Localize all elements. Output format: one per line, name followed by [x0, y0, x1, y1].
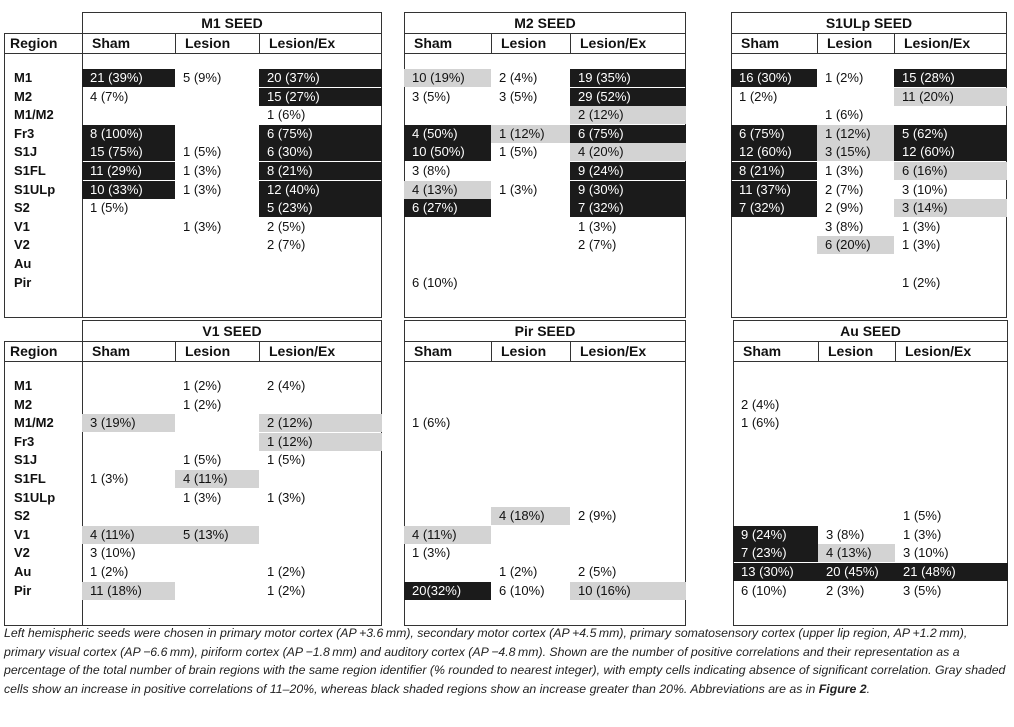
row-label: V2 [14, 237, 30, 253]
caption-end: . [866, 681, 871, 696]
table-cell: 6 (75%) [259, 125, 382, 143]
row-label: Fr3 [14, 433, 35, 449]
table-cell: 1 (3%) [412, 545, 451, 561]
row-label: Fr3 [14, 125, 35, 141]
table-cell: 15 (75%) [82, 143, 175, 161]
row-label: S1J [14, 144, 38, 160]
table-cell: 1 (2%) [183, 396, 222, 412]
table-cell: 1 (6%) [267, 107, 306, 123]
table-cell: 8 (21%) [259, 162, 382, 180]
table-cell: 16 (30%) [731, 69, 817, 87]
table-cell: 1 (3%) [578, 218, 617, 234]
column-header: Lesion/Ex [269, 343, 336, 359]
table-cell: 8 (100%) [82, 125, 175, 143]
table-cell: 6 (10%) [741, 582, 787, 598]
table-cell: 7 (23%) [733, 544, 818, 562]
table-cell: 11 (29%) [82, 162, 175, 180]
column-header: Sham [741, 35, 780, 51]
column-divider [570, 341, 571, 362]
table-cell: 11 (18%) [82, 582, 175, 600]
table-cell: 1 (12%) [259, 433, 382, 451]
row-label: V1 [14, 526, 30, 542]
row-label: Pir [14, 274, 32, 290]
header-rule [4, 361, 82, 362]
table-cell: 29 (52%) [570, 88, 686, 106]
row-label: S2 [14, 200, 30, 216]
table-cell: 2 (5%) [267, 218, 306, 234]
column-divider [491, 33, 492, 54]
table-cell: 21 (39%) [82, 69, 175, 87]
table-cell: 21 (48%) [895, 563, 1008, 581]
table-cell: 5 (9%) [183, 70, 222, 85]
column-header: Sham [414, 343, 453, 359]
table-cell: 1 (2%) [90, 564, 129, 579]
table-cell: 2 (9%) [825, 200, 864, 216]
table-cell: 1 (2%) [825, 70, 864, 85]
row-label: S1ULp [14, 181, 56, 197]
row-label: S1FL [14, 163, 46, 178]
row-label: Pir [14, 582, 32, 598]
panel-title: V1 SEED [82, 320, 382, 342]
table-cell: 1 (5%) [183, 144, 222, 160]
table-cell: 2 (9%) [578, 508, 617, 524]
column-divider [491, 341, 492, 362]
region-header: Region [10, 35, 58, 51]
row-label: S1J [14, 452, 38, 468]
table-cell: 2 (7%) [825, 181, 864, 197]
table-cell: 4 (13%) [818, 544, 895, 562]
table-cell: 6 (10%) [412, 274, 458, 290]
table-cell: 1 (3%) [499, 181, 538, 197]
column-header: Lesion/Ex [904, 35, 971, 51]
table-cell: 1 (3%) [183, 163, 222, 178]
row-label: Au [14, 256, 32, 271]
table-cell: 20 (45%) [818, 563, 895, 581]
table-cell: 4 (50%) [404, 125, 491, 143]
table-cell: 1 (12%) [491, 125, 570, 143]
table-cell: 6 (20%) [817, 236, 894, 254]
column-header: Lesion/Ex [580, 343, 647, 359]
row-label: M2 [14, 396, 33, 412]
table-cell: 1 (5%) [499, 144, 538, 160]
table-cell: 1 (3%) [90, 471, 129, 486]
row-label: M2 [14, 88, 33, 104]
table-cell: 5 (13%) [175, 526, 259, 544]
table-cell: 1 (5%) [90, 200, 129, 216]
table-cell: 9 (24%) [570, 162, 686, 180]
row-label: Au [14, 564, 32, 579]
panel-title: M1 SEED [82, 12, 382, 34]
column-header: Sham [92, 35, 131, 51]
table-cell: 1 (3%) [903, 526, 942, 542]
row-label: M1/M2 [14, 107, 54, 123]
table-cell: 1 (6%) [412, 415, 451, 431]
table-cell: 12 (40%) [259, 181, 382, 199]
table-cell: 6 (30%) [259, 143, 382, 161]
table-cell: 20(32%) [404, 582, 491, 600]
table-cell: 10 (16%) [570, 582, 686, 600]
table-cell: 1 (5%) [903, 508, 942, 524]
column-header: Sham [92, 343, 131, 359]
column-header: Sham [414, 35, 453, 51]
table-cell: 4 (13%) [404, 181, 491, 199]
caption-figure-link[interactable]: Figure 2 [818, 681, 867, 696]
table-cell: 1 (3%) [183, 181, 222, 197]
table-cell: 9 (30%) [570, 181, 686, 199]
table-cell: 10 (19%) [404, 69, 491, 87]
column-header: Lesion [185, 35, 231, 51]
table-cell: 3 (8%) [825, 218, 864, 234]
table-cell: 2 (4%) [267, 378, 306, 393]
column-divider [175, 33, 176, 54]
table-cell: 1 (3%) [267, 489, 306, 505]
table-cell: 10 (50%) [404, 143, 491, 161]
table-cell: 3 (10%) [902, 181, 948, 197]
table-cell: 10 (33%) [82, 181, 175, 199]
table-cell: 1 (3%) [902, 218, 941, 234]
column-header: Lesion [827, 35, 873, 51]
table-cell: 1 (2%) [267, 564, 306, 579]
region-header: Region [10, 343, 58, 359]
table-cell: 6 (16%) [894, 162, 1007, 180]
table-cell: 3 (14%) [894, 199, 1007, 217]
table-cell: 3 (10%) [90, 545, 136, 561]
row-label: V2 [14, 545, 30, 561]
table-cell: 5 (62%) [894, 125, 1007, 143]
table-cell: 4 (7%) [90, 88, 129, 104]
row-label: S1ULp [14, 489, 56, 505]
table-cell: 1 (2%) [902, 274, 941, 290]
column-divider [818, 341, 819, 362]
table-cell: 3 (10%) [903, 545, 949, 561]
table-cell: 6 (27%) [404, 199, 491, 217]
table-cell: 6 (75%) [570, 125, 686, 143]
table-cell: 1 (3%) [902, 237, 941, 253]
table-cell: 12 (60%) [894, 143, 1007, 161]
table-cell: 1 (2%) [499, 564, 538, 579]
row-label: S1FL [14, 471, 46, 486]
table-cell: 7 (32%) [731, 199, 817, 217]
row-label: M1 [14, 70, 33, 85]
table-cell: 3 (8%) [412, 163, 451, 178]
table-cell: 2 (4%) [499, 70, 538, 85]
table-cell: 1 (5%) [183, 452, 222, 468]
table-cell: 12 (60%) [731, 143, 817, 161]
table-cell: 1 (5%) [267, 452, 306, 468]
table-cell: 2 (3%) [826, 582, 865, 598]
table-cell: 11 (37%) [731, 181, 817, 199]
table-cell: 3 (15%) [817, 143, 894, 161]
table-cell: 2 (7%) [267, 237, 306, 253]
table-cell: 4 (11%) [404, 526, 491, 544]
column-divider [259, 341, 260, 362]
caption-text: Left hemispheric seeds were chosen in primary motor cortex (AP +3.6 mm), secondary motor cortex (AP +4.5 mm), primary somatosensory cortex (upper lip region, AP +1.2 mm), primary visual cortex (AP −6.6 mm), piriform cortex (AP −1.8 mm) and auditory cortex (AP −4.8 mm). Shown are the number of positive correlations and their representation as a percentage of the total number of brain regions with the same region identifier (% rounded to nearest integer), with empty cells indicating absence of significant correlation. Gray shaded cells show an increase in positive correlations of 11–20%, whereas black shaded regions show an increase greater than 20%. Abbreviations are as in [4, 626, 1006, 696]
column-header: Lesion/Ex [269, 35, 336, 51]
row-label: M1 [14, 378, 33, 393]
panel-title: S1ULp SEED [731, 12, 1007, 34]
table-cell: 2 (4%) [741, 396, 780, 412]
table-cell: 9 (24%) [733, 526, 818, 544]
table-cell: 6 (10%) [499, 582, 545, 598]
panel-title: Pir SEED [404, 320, 686, 342]
table-cell: 4 (11%) [175, 470, 259, 488]
table-cell: 3 (5%) [903, 582, 942, 598]
header-rule [404, 361, 686, 362]
table-cell: 1 (3%) [183, 218, 222, 234]
table-cell: 3 (5%) [412, 88, 451, 104]
column-divider [259, 33, 260, 54]
column-header: Lesion/Ex [580, 35, 647, 51]
table-cell: 15 (27%) [259, 88, 382, 106]
table-cell: 1 (12%) [817, 125, 894, 143]
table-cell: 8 (21%) [731, 162, 817, 180]
table-cell: 4 (18%) [491, 507, 570, 525]
header-rule [733, 361, 1008, 362]
table-cell: 13 (30%) [733, 563, 818, 581]
column-header: Lesion [501, 343, 547, 359]
panel-title: M2 SEED [404, 12, 686, 34]
header-rule [82, 361, 382, 362]
row-label: V1 [14, 218, 30, 234]
table-cell: 2 (7%) [578, 237, 617, 253]
table-cell: 1 (6%) [741, 415, 780, 431]
table-cell: 11 (20%) [894, 88, 1007, 106]
header-rule [731, 53, 1007, 54]
table-cell: 1 (2%) [183, 378, 222, 393]
table-cell: 1 (3%) [183, 489, 222, 505]
column-divider [894, 33, 895, 54]
table-cell: 20 (37%) [259, 69, 382, 87]
column-divider [817, 33, 818, 54]
table-cell: 3 (19%) [82, 414, 175, 432]
table-cell: 2 (12%) [570, 106, 686, 124]
table-cell: 3 (5%) [499, 88, 538, 104]
table-cell: 5 (23%) [259, 199, 382, 217]
table-cell: 1 (2%) [739, 88, 778, 104]
table-cell: 19 (35%) [570, 69, 686, 87]
table-cell: 4 (11%) [82, 526, 175, 544]
column-header: Lesion [185, 343, 231, 359]
column-header: Sham [743, 343, 782, 359]
table-cell: 1 (2%) [267, 582, 306, 598]
table-cell: 7 (32%) [570, 199, 686, 217]
table-cell: 1 (3%) [825, 163, 864, 178]
table-cell: 2 (12%) [259, 414, 382, 432]
row-label: M1/M2 [14, 415, 54, 431]
column-divider [895, 341, 896, 362]
table-cell: 4 (20%) [570, 143, 686, 161]
table-cell: 1 (6%) [825, 107, 864, 123]
column-header: Lesion [501, 35, 547, 51]
column-header: Lesion/Ex [905, 343, 972, 359]
table-cell: 3 (8%) [826, 526, 865, 542]
header-rule [404, 53, 686, 54]
panel-title: Au SEED [733, 320, 1008, 342]
header-rule [82, 53, 382, 54]
table-cell: 6 (75%) [731, 125, 817, 143]
column-divider [570, 33, 571, 54]
header-rule [4, 53, 82, 54]
row-label: S2 [14, 508, 30, 524]
table-cell: 2 (5%) [578, 564, 617, 579]
column-divider [175, 341, 176, 362]
column-header: Lesion [828, 343, 874, 359]
table-cell: 15 (28%) [894, 69, 1007, 87]
table-caption [4, 624, 1010, 698]
